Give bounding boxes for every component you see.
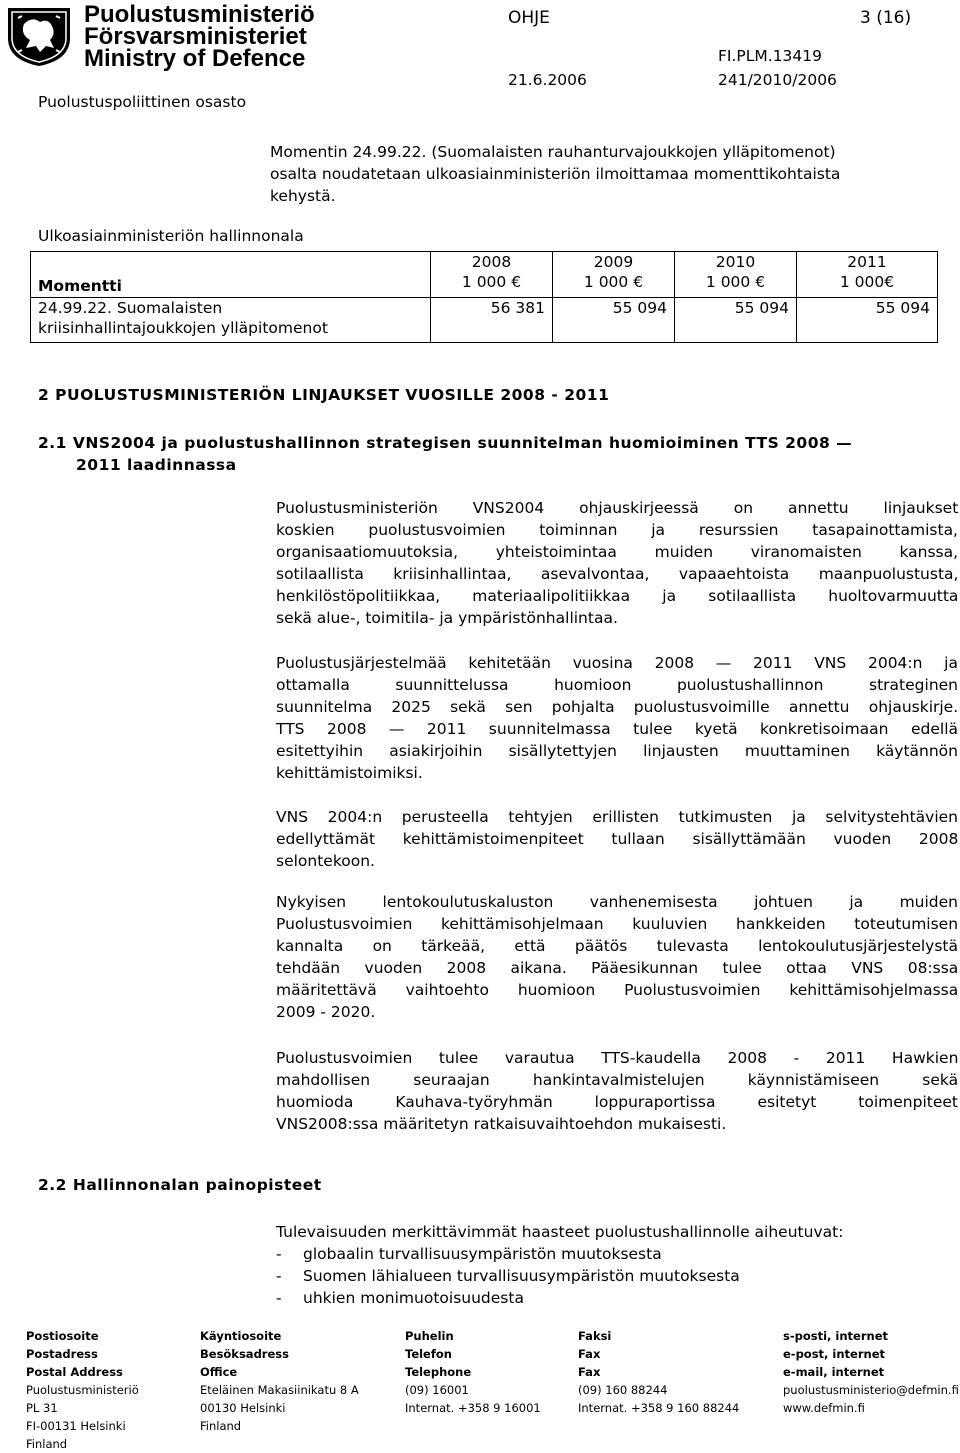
year-label: 2009 [593, 253, 634, 271]
table-row [31, 297, 938, 343]
paragraph-line: VNS 2004:n perusteella tehtyjen erillisten tutkimusten ja selvitystehtävien [276, 808, 958, 826]
footer-label: Faksi [578, 1329, 612, 1343]
list-item-text: globaalin turvallisuusympäristön muutoksesta [303, 1245, 662, 1263]
footer-label: Postiosoite [26, 1329, 99, 1343]
paragraph-line: kannalta on tärkeää, että päätös tulevasta lentokoulutusjärjestelystä [276, 937, 958, 955]
paragraph-line: TTS 2008 — 2011 suunnitelmassa tulee kyetä konkretisoimaan edellä [276, 720, 958, 738]
bullet-dash: - [276, 1245, 282, 1263]
body-paragraph [276, 806, 958, 872]
footer-column [26, 1327, 139, 1453]
footer-contact-info [0, 1327, 960, 1451]
footer-value: Internat. +358 9 16001 [405, 1401, 541, 1415]
footer-label: s-posti, internet [783, 1329, 888, 1343]
unit-label: 1 000 € [461, 273, 522, 291]
paragraph-line: suunnitelma 2025 sekä sen pohjalta puolustusvoimille annettu ohjauskirje. [276, 698, 958, 716]
footer-value: Puolustusministeriö [26, 1383, 139, 1397]
year-label: 2008 [471, 253, 512, 271]
list-item-text: uhkien monimuotoisuudesta [303, 1289, 524, 1307]
footer-value: Eteläinen Makasiinikatu 8 A [200, 1383, 359, 1397]
year-header [553, 252, 675, 298]
doc-number: 241/2010/2006 [718, 71, 837, 89]
challenges-intro: Tulevaisuuden merkittävimmät haasteet puolustushallinnolle aiheutuvat: [276, 1223, 844, 1241]
bullet-dash: - [276, 1267, 282, 1285]
footer-value: 00130 Helsinki [200, 1401, 286, 1415]
list-item [276, 1265, 740, 1287]
footer-label: e-post, internet [783, 1347, 886, 1361]
org-name-fi: Puolustusministeriö [84, 1, 315, 28]
value-cell: 56 381 [431, 297, 553, 343]
doc-type: OHJE [508, 8, 550, 28]
paragraph-line: selontekoon. [276, 852, 375, 870]
unit-label: 1 000€ [839, 273, 895, 291]
section-title-foreign-affairs: Ulkoasiainministeriön hallinnonala [38, 227, 304, 245]
paragraph-line: edellyttämät kehittämistoimenpiteet tullaan sisällyttämään vuoden 2008 [276, 830, 958, 848]
footer-label: Besöksadress [200, 1347, 289, 1361]
paragraph-line: henkilöstöpolitiikkaa, materiaalipolitiikkaa ja sotilaallista huoltovarmuutta [276, 587, 958, 605]
bullet-dash: - [276, 1289, 282, 1307]
year-label: 2011 [847, 253, 887, 271]
body-paragraph [276, 652, 958, 784]
footer-value: www.defmin.fi [783, 1401, 865, 1415]
body-paragraph [276, 497, 958, 629]
paragraph-line: määritettävä vaihtoehto huomioon Puolustusvoimien kehittämisohjelmassa [276, 981, 958, 999]
body-paragraph [276, 1047, 958, 1135]
footer-value: Finland [200, 1419, 242, 1433]
unit-label: 1 000 € [583, 273, 644, 291]
heading-section-2: 2 PUOLUSTUSMINISTERIÖN LINJAUKSET VUOSILLE 2008 - 2011 [38, 386, 610, 404]
list-item-text: Suomen lähialueen turvallisuusympäristön muutoksesta [303, 1267, 740, 1285]
paragraph-line: Nykyisen lentokoulutuskaluston vanhenemisesta johtuen ja muiden [276, 893, 958, 911]
value-cell: 55 094 [797, 297, 938, 343]
footer-label: e-mail, internet [783, 1365, 885, 1379]
paragraph-line: esitettyihin asiakirjoihin sisällytettyjen linjausten muuttaminen käytännön [276, 742, 958, 760]
year-label: 2010 [715, 253, 756, 271]
footer-label: Fax [578, 1365, 601, 1379]
paragraph-line: ottamalla suunnittelussa huomioon puolustushallinnon strateginen [276, 676, 958, 694]
paragraph-line: Puolustusjärjestelmää kehitetään vuosina 2008 — 2011 VNS 2004:n ja [276, 654, 958, 672]
paragraph-line: sekä alue-, toimitila- ja ympäristönhallintaa. [276, 609, 618, 627]
doc-date: 21.6.2006 [508, 71, 587, 89]
intro-line-3: kehystä. [270, 187, 336, 205]
heading-section-2-2: 2.2 Hallinnonalan painopisteet [38, 1176, 322, 1194]
unit-label: 1 000 € [705, 273, 766, 291]
footer-label: Fax [578, 1347, 601, 1361]
footer-column [783, 1327, 959, 1417]
paragraph-line: kehittämistoimiksi. [276, 764, 423, 782]
heading-section-2-1-line-2: 2011 laadinnassa [76, 456, 237, 474]
paragraph-line: mahdollisen seuraajan hankintavalmistelujen käynnistämiseen sekä [276, 1071, 958, 1089]
paragraph-line: organisaatiomuutoksia, yhteistoimintaa muiden viranomaisten kanssa, [276, 543, 958, 561]
org-name-sv: Försvarsministeriet [84, 23, 307, 50]
heading-section-2-1-line-1: 2.1 VNS2004 ja puolustushallinnon strategisen suunnitelman huomioiminen TTS 2008 — [38, 434, 853, 452]
coat-of-arms-logo [4, 4, 74, 68]
intro-line-2: osalta noudatetaan ulkoasiainministeriön ilmoittamaa momenttikohtaista [270, 165, 841, 183]
year-header [797, 252, 938, 298]
footer-label: Postadress [26, 1347, 98, 1361]
row-label-line: 24.99.22. Suomalaisten [38, 298, 223, 317]
footer-value: Internat. +358 9 160 88244 [578, 1401, 740, 1415]
footer-label: Office [200, 1365, 238, 1379]
footer-column [200, 1327, 359, 1435]
page-number: 3 (16) [860, 8, 912, 28]
paragraph-line: koskien puolustusvoimien toiminnan ja resurssien tasapainottamista, [276, 521, 958, 539]
footer-value: (09) 160 88244 [578, 1383, 668, 1397]
body-paragraph [276, 891, 958, 1023]
footer-label: Käyntiosoite [200, 1329, 282, 1343]
column-header-momentti: Momentti [31, 252, 431, 298]
footer-value: PL 31 [26, 1401, 58, 1415]
paragraph-line: huomioda Kauhava-työryhmän loppuraportissa esitetyt toimenpiteet [276, 1093, 958, 1111]
footer-value: puolustusministerio@defmin.fi [783, 1383, 959, 1397]
paragraph-line: 2009 - 2020. [276, 1003, 376, 1021]
value-cell: 55 094 [675, 297, 797, 343]
appropriation-table [30, 251, 938, 343]
footer-label: Telefon [405, 1347, 452, 1361]
org-name-en: Ministry of Defence [84, 45, 306, 72]
year-header [431, 252, 553, 298]
row-label [31, 297, 431, 343]
value-cell: 55 094 [553, 297, 675, 343]
year-header [675, 252, 797, 298]
paragraph-line: Puolustusministeriön VNS2004 ohjauskirjeessä on annettu linjaukset [276, 499, 958, 517]
ref-code: FI.PLM.13419 [718, 47, 823, 65]
table-header-row [31, 252, 938, 298]
footer-label: Puhelin [405, 1329, 454, 1343]
list-item [276, 1287, 524, 1309]
intro-line-1: Momentin 24.99.22. (Suomalaisten rauhanturvajoukkojen ylläpitomenot) [270, 143, 836, 161]
list-item [276, 1243, 662, 1265]
paragraph-line: Puolustusvoimien tulee varautua TTS-kaudella 2008 - 2011 Hawkien [276, 1049, 958, 1067]
footer-column [578, 1327, 739, 1417]
paragraph-line: Puolustusvoimien kehittämisohjelmaan kuuluvien hankkeiden toteutumisen [276, 915, 958, 933]
paragraph-line: VNS2008:ssa määritetyn ratkaisuvaihtoehdon mukaisesti. [276, 1115, 727, 1133]
paragraph-line: tehdään vuoden 2008 aikana. Pääesikunnan tulee ottaa VNS 08:ssa [276, 959, 958, 977]
row-label-line: kriisinhallintajoukkojen ylläpitomenot [38, 318, 328, 337]
paragraph-line: sotilaallista kriisinhallintaa, asevalvontaa, vapaaehtoista maanpuolustusta, [276, 565, 958, 583]
footer-value: FI-00131 Helsinki [26, 1419, 126, 1433]
department-name: Puolustuspoliittinen osasto [38, 93, 247, 111]
footer-column [405, 1327, 541, 1417]
footer-value: Finland [26, 1437, 68, 1451]
footer-label: Postal Address [26, 1365, 123, 1379]
footer-value: (09) 16001 [405, 1383, 469, 1397]
footer-label: Telephone [405, 1365, 472, 1379]
